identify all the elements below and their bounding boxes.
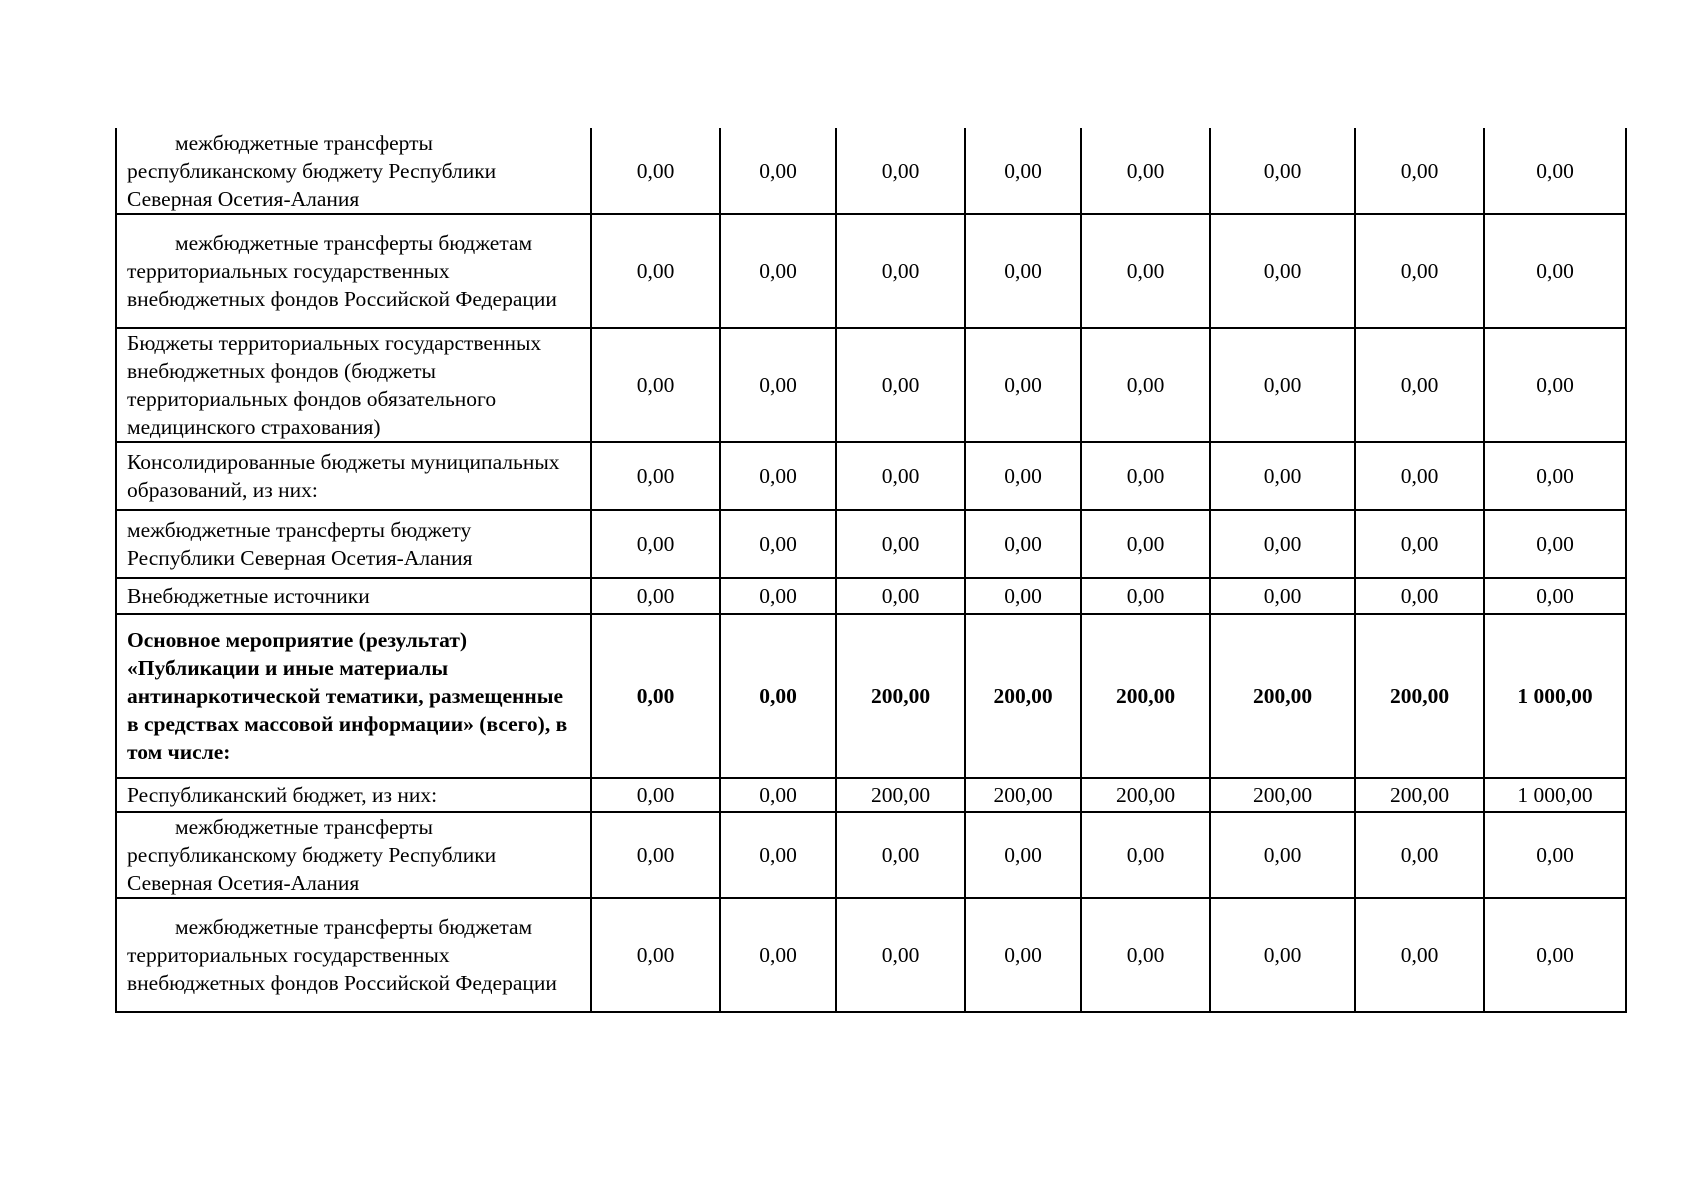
value-cell: 0,00 — [965, 510, 1081, 578]
value-cell: 1 000,00 — [1484, 778, 1626, 812]
value-cell: 200,00 — [965, 614, 1081, 778]
value-cell: 0,00 — [1081, 898, 1210, 1012]
value-cell: 0,00 — [720, 614, 836, 778]
value-cell: 0,00 — [720, 510, 836, 578]
value-cell: 0,00 — [1081, 578, 1210, 614]
value-cell: 0,00 — [720, 442, 836, 510]
value-cell: 200,00 — [965, 778, 1081, 812]
value-cell: 0,00 — [1210, 898, 1355, 1012]
row-label: Основное мероприятие (результат) «Публикации и иные материалы антинаркотической тематики, размещенные в средствах массовой информации» (всего), в том числе: — [116, 614, 591, 778]
value-cell: 0,00 — [1081, 510, 1210, 578]
value-cell: 0,00 — [965, 442, 1081, 510]
value-cell: 0,00 — [1484, 578, 1626, 614]
value-cell: 0,00 — [591, 812, 720, 898]
table-row — [116, 128, 1626, 214]
table-row — [116, 510, 1626, 578]
value-cell: 0,00 — [1484, 442, 1626, 510]
row-label: межбюджетные трансферты республиканскому бюджету Республики Северная Осетия-Алания — [116, 812, 591, 898]
value-cell: 0,00 — [836, 442, 965, 510]
value-cell: 0,00 — [1355, 442, 1484, 510]
table-row — [116, 614, 1626, 778]
value-cell: 0,00 — [836, 578, 965, 614]
value-cell: 0,00 — [1210, 812, 1355, 898]
value-cell: 0,00 — [591, 442, 720, 510]
row-label: Бюджеты территориальных государственных внебюджетных фондов (бюджеты территориальных фондов обязательного медицинского страхования) — [116, 328, 591, 442]
value-cell: 0,00 — [1210, 328, 1355, 442]
value-cell: 0,00 — [1210, 510, 1355, 578]
value-cell: 0,00 — [1355, 898, 1484, 1012]
value-cell: 0,00 — [720, 214, 836, 328]
value-cell: 0,00 — [965, 128, 1081, 214]
value-cell: 200,00 — [1210, 614, 1355, 778]
value-cell: 0,00 — [965, 812, 1081, 898]
value-cell: 0,00 — [1355, 128, 1484, 214]
table-row — [116, 578, 1626, 614]
value-cell: 200,00 — [1081, 778, 1210, 812]
value-cell: 0,00 — [836, 214, 965, 328]
value-cell: 0,00 — [1484, 898, 1626, 1012]
value-cell: 0,00 — [591, 778, 720, 812]
value-cell: 1 000,00 — [1484, 614, 1626, 778]
value-cell: 0,00 — [836, 510, 965, 578]
row-label: межбюджетные трансферты бюджетам территориальных государственных внебюджетных фондов Российской Федерации — [116, 214, 591, 328]
value-cell: 0,00 — [965, 214, 1081, 328]
value-cell: 0,00 — [965, 898, 1081, 1012]
row-label: межбюджетные трансферты республиканскому бюджету Республики Северная Осетия-Алания — [116, 128, 591, 214]
value-cell: 0,00 — [1484, 328, 1626, 442]
table-row — [116, 328, 1626, 442]
row-label: межбюджетные трансферты бюджетам территориальных государственных внебюджетных фондов Российской Федерации — [116, 898, 591, 1012]
value-cell: 0,00 — [1081, 812, 1210, 898]
value-cell: 200,00 — [1081, 614, 1210, 778]
value-cell: 200,00 — [1355, 614, 1484, 778]
row-label: Внебюджетные источники — [116, 578, 591, 614]
value-cell: 0,00 — [720, 128, 836, 214]
value-cell: 200,00 — [1355, 778, 1484, 812]
value-cell: 0,00 — [591, 578, 720, 614]
value-cell: 0,00 — [1484, 214, 1626, 328]
value-cell: 0,00 — [1081, 128, 1210, 214]
value-cell: 200,00 — [836, 614, 965, 778]
value-cell: 0,00 — [1210, 578, 1355, 614]
value-cell: 0,00 — [1210, 442, 1355, 510]
value-cell: 0,00 — [591, 510, 720, 578]
value-cell: 0,00 — [836, 812, 965, 898]
table-row — [116, 898, 1626, 1012]
row-label: Консолидированные бюджеты муниципальных образований, из них: — [116, 442, 591, 510]
value-cell: 0,00 — [836, 898, 965, 1012]
table-row — [116, 442, 1626, 510]
value-cell: 0,00 — [965, 578, 1081, 614]
table-row — [116, 214, 1626, 328]
value-cell: 0,00 — [591, 898, 720, 1012]
value-cell: 0,00 — [591, 214, 720, 328]
value-cell: 0,00 — [591, 128, 720, 214]
table-row — [116, 778, 1626, 812]
value-cell: 0,00 — [836, 128, 965, 214]
value-cell: 0,00 — [1484, 510, 1626, 578]
value-cell: 0,00 — [591, 614, 720, 778]
value-cell: 0,00 — [720, 778, 836, 812]
value-cell: 0,00 — [1210, 214, 1355, 328]
value-cell: 200,00 — [1210, 778, 1355, 812]
value-cell: 0,00 — [965, 328, 1081, 442]
budget-table — [115, 128, 1627, 1013]
value-cell: 0,00 — [1355, 812, 1484, 898]
value-cell: 0,00 — [1355, 214, 1484, 328]
table-body — [116, 128, 1626, 1012]
value-cell: 0,00 — [591, 328, 720, 442]
row-label: межбюджетные трансферты бюджету Республики Северная Осетия-Алания — [116, 510, 591, 578]
value-cell: 0,00 — [720, 328, 836, 442]
table-row — [116, 812, 1626, 898]
value-cell: 0,00 — [720, 898, 836, 1012]
row-label: Республиканский бюджет, из них: — [116, 778, 591, 812]
value-cell: 0,00 — [1355, 578, 1484, 614]
value-cell: 0,00 — [836, 328, 965, 442]
value-cell: 0,00 — [720, 812, 836, 898]
value-cell: 0,00 — [720, 578, 836, 614]
value-cell: 0,00 — [1355, 510, 1484, 578]
value-cell: 200,00 — [836, 778, 965, 812]
value-cell: 0,00 — [1210, 128, 1355, 214]
value-cell: 0,00 — [1355, 328, 1484, 442]
value-cell: 0,00 — [1081, 328, 1210, 442]
value-cell: 0,00 — [1081, 442, 1210, 510]
value-cell: 0,00 — [1081, 214, 1210, 328]
value-cell: 0,00 — [1484, 812, 1626, 898]
value-cell: 0,00 — [1484, 128, 1626, 214]
